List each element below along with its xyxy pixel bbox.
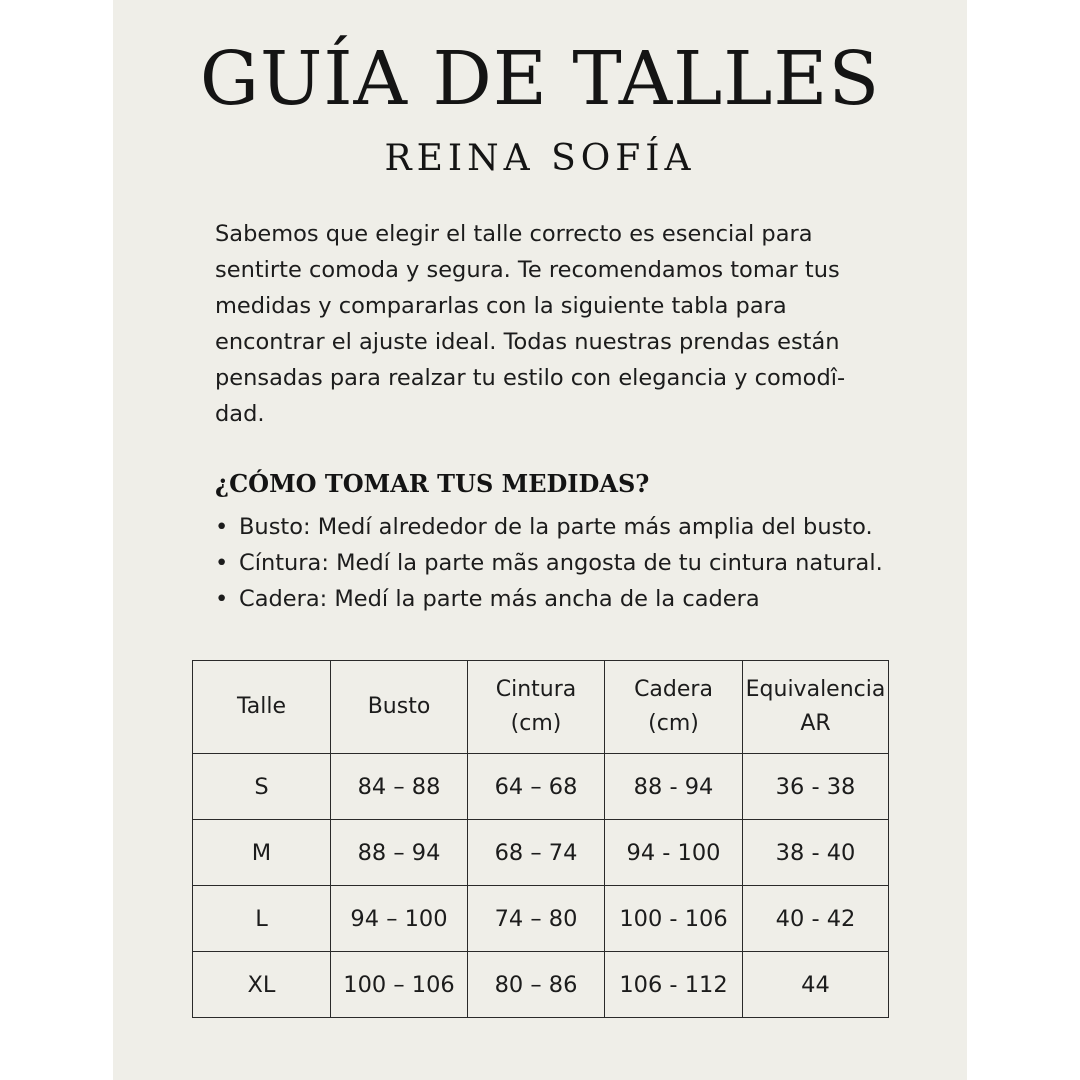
intro-paragraph <box>215 216 875 432</box>
waist-cell: 64 – 68 <box>468 754 605 820</box>
ar-equivalence-cell: 38 - 40 <box>743 820 889 886</box>
size-guide-page <box>113 0 967 1080</box>
size-cell: XL <box>193 952 331 1018</box>
ar-equivalence-cell: 44 <box>743 952 889 1018</box>
hip-cell: 94 - 100 <box>605 820 743 886</box>
size-cell: L <box>193 886 331 952</box>
waist-cell: 68 – 74 <box>468 820 605 886</box>
column-header-size: Talle <box>193 661 331 754</box>
list-item <box>215 581 935 617</box>
how-to-measure-heading: ¿CÓMO TOMAR TUS MEDIDAS? <box>215 469 650 498</box>
intro-line: Sabemos que elegir el talle correcto es esencial para <box>215 221 813 247</box>
column-header-waist: Cintura (cm) <box>468 661 605 754</box>
column-header-hip: Cadera (cm) <box>605 661 743 754</box>
table-row <box>193 820 889 886</box>
intro-line: pensadas para realzar tu estilo con elegancia y comodî- <box>215 365 846 391</box>
hip-cell: 100 - 106 <box>605 886 743 952</box>
column-header-ar-equivalence: Equivalencia AR <box>743 661 889 754</box>
table-row <box>193 886 889 952</box>
page-title: GUÍA DE TALLES <box>199 36 881 122</box>
ar-equivalence-cell: 36 - 38 <box>743 754 889 820</box>
bust-cell: 100 – 106 <box>331 952 468 1018</box>
table-row <box>193 754 889 820</box>
table-row <box>193 952 889 1018</box>
list-item <box>215 509 935 545</box>
waist-cell: 80 – 86 <box>468 952 605 1018</box>
ar-equivalence-cell: 40 - 42 <box>743 886 889 952</box>
size-cell: S <box>193 754 331 820</box>
bullet-icon: • <box>215 514 229 540</box>
intro-line: encontrar el ajuste ideal. Todas nuestras prendas están <box>215 329 840 355</box>
intro-line: medidas y compararlas con la siguiente tabla para <box>215 293 787 319</box>
intro-line: sentirte comoda y segura. Te recomendamos tomar tus <box>215 257 840 283</box>
waist-cell: 74 – 80 <box>468 886 605 952</box>
table-header-row <box>193 661 889 754</box>
bust-cell: 88 – 94 <box>331 820 468 886</box>
size-cell: M <box>193 820 331 886</box>
brand-subtitle: REINA SOFÍA <box>384 138 696 179</box>
hip-cell: 88 - 94 <box>605 754 743 820</box>
instruction-waist: Cíntura: Medí la parte mãs angosta de tu cintura natural. <box>239 550 883 576</box>
bust-cell: 94 – 100 <box>331 886 468 952</box>
measure-instructions-list <box>215 509 935 617</box>
list-item <box>215 545 935 581</box>
bust-cell: 84 – 88 <box>331 754 468 820</box>
instruction-hip: Cadera: Medí la parte más ancha de la cadera <box>239 586 760 612</box>
size-table <box>192 660 889 1018</box>
instruction-bust: Busto: Medí alrededor de la parte más amplia del busto. <box>239 514 873 540</box>
bullet-icon: • <box>215 550 229 576</box>
intro-line: dad. <box>215 401 265 427</box>
column-header-bust: Busto <box>331 661 468 754</box>
bullet-icon: • <box>215 586 229 612</box>
hip-cell: 106 - 112 <box>605 952 743 1018</box>
